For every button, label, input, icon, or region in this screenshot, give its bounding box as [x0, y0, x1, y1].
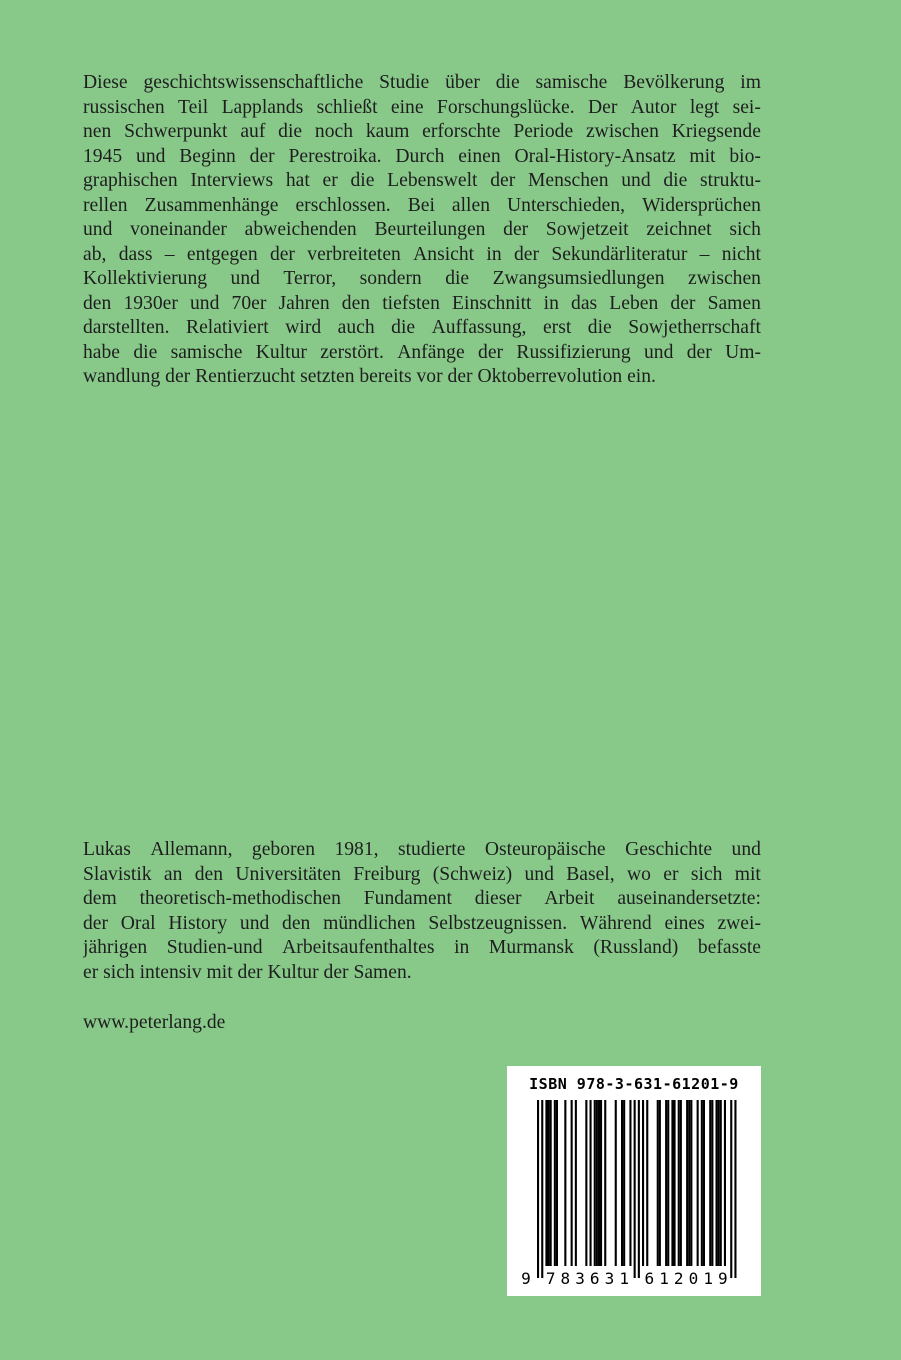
word: Universitäten: [235, 863, 341, 885]
word: in: [543, 292, 559, 314]
word: Studie: [379, 72, 430, 93]
word: legt: [689, 96, 720, 118]
word: sondern: [359, 268, 422, 289]
barcode-bar: [623, 1100, 625, 1266]
word: Oral-History-Ansatz: [514, 145, 676, 167]
word: den: [83, 292, 112, 314]
word: kaum: [365, 121, 410, 142]
word: er: [322, 170, 338, 191]
barcode-digit: 6: [589, 1269, 600, 1288]
word: und: [83, 219, 113, 240]
word: Russifizierung: [516, 341, 631, 363]
blurb-line: [83, 145, 761, 170]
word: der: [503, 219, 529, 240]
word: Zwangsumsiedlungen: [492, 268, 665, 289]
blurb-line: [83, 292, 761, 317]
word: Anfänge: [397, 341, 465, 363]
word: Studien-und: [166, 937, 263, 958]
barcode-digit: 9: [718, 1269, 728, 1288]
blurb-line: [83, 96, 761, 121]
word: und: [731, 839, 761, 860]
barcode-bar: [665, 1100, 667, 1266]
word: hat: [285, 170, 310, 191]
word: sich: [690, 863, 723, 885]
word: dem: [83, 888, 117, 909]
word: schließt: [316, 96, 378, 118]
author-line: [83, 863, 761, 888]
barcode-bar: [716, 1100, 718, 1266]
word: Teil: [178, 96, 209, 118]
word: 70er: [231, 292, 267, 314]
word: den: [194, 863, 224, 885]
barcode-bar: [678, 1100, 680, 1266]
word: Arbeit: [544, 888, 595, 909]
word: Schwerpunkt: [124, 121, 228, 142]
word: Slavistik: [83, 863, 152, 885]
barcode-bar: [621, 1100, 623, 1266]
blurb-line: [83, 341, 761, 366]
word: Beurteilungen: [374, 219, 486, 240]
author-line: [83, 838, 761, 863]
barcode-bar: [550, 1100, 552, 1266]
word: Widersprüchen: [642, 194, 761, 216]
word: Einschnitt: [452, 292, 532, 314]
barcode-bar: [659, 1100, 661, 1266]
word: entgegen: [186, 243, 258, 265]
word: Kollektivierung: [83, 268, 208, 289]
barcode-bar: [629, 1100, 631, 1266]
word: dass: [118, 243, 153, 265]
word: und: [621, 170, 651, 191]
word: samische: [535, 72, 608, 93]
word: geschichtswissenschaftliche: [143, 72, 364, 93]
word: erst: [542, 317, 572, 338]
word: Unterschieden,: [507, 194, 626, 216]
barcode-digit: 3: [575, 1269, 585, 1288]
word: zwei-: [717, 912, 761, 934]
author-bio: [83, 838, 761, 985]
word: verbreiteten: [307, 243, 401, 265]
barcode-bar: [545, 1100, 547, 1266]
barcode-bar: [571, 1100, 573, 1266]
barcode-bar: [690, 1100, 692, 1266]
word: erschlossen.: [295, 194, 391, 216]
barcode-bar: [638, 1100, 640, 1278]
barcode-bar: [730, 1100, 732, 1278]
barcode-bar: [554, 1100, 556, 1266]
word: 1945: [83, 145, 123, 167]
word: Murmansk: [488, 937, 574, 958]
word: sei-: [732, 96, 761, 118]
word: geboren: [251, 839, 316, 860]
barcode-bar: [667, 1100, 669, 1266]
word: Selbstzeugnissen.: [428, 912, 568, 934]
word: mit: [689, 145, 716, 167]
word: den: [341, 292, 371, 314]
barcode-bar: [594, 1100, 596, 1266]
barcode-bar: [720, 1100, 722, 1266]
word: Terror,: [283, 268, 337, 289]
word: Osteuropäische: [484, 839, 606, 860]
word: eines: [664, 912, 705, 934]
word: nen: [83, 121, 112, 142]
word: in: [454, 937, 470, 958]
word: eine: [390, 96, 424, 118]
word: abweichenden: [244, 219, 357, 240]
blurb-line: [83, 71, 761, 96]
barcode-bar: [548, 1100, 550, 1266]
word: Der: [587, 96, 618, 118]
word: Lukas: [83, 839, 131, 860]
word: die: [495, 72, 520, 93]
word: mündlichen: [323, 912, 416, 934]
word: Sowjetherrschaft: [628, 317, 761, 338]
word: Auffassung,: [431, 317, 527, 338]
word: und: [190, 292, 220, 314]
barcode-bar: [657, 1100, 659, 1266]
barcode-bar: [634, 1100, 636, 1278]
word: der: [490, 170, 516, 191]
word: auf: [240, 121, 266, 142]
barcode-bar: [598, 1100, 600, 1266]
word: samische: [170, 341, 243, 363]
word: Lebenswelt: [387, 170, 478, 191]
word: wird: [285, 317, 322, 338]
word: Beginn: [179, 145, 236, 167]
word: rellen: [83, 194, 128, 216]
barcode-bar: [564, 1100, 566, 1266]
barcode-bar: [709, 1100, 711, 1266]
word: –: [699, 243, 710, 265]
word: das: [571, 292, 598, 314]
blurb-line: [83, 169, 761, 194]
word: der: [83, 912, 109, 934]
word: Freiburg: [353, 863, 421, 885]
barcode-digit: 0: [688, 1269, 699, 1288]
word: Relativiert: [186, 317, 269, 338]
word: und: [136, 145, 166, 167]
word: voneinander: [130, 219, 227, 240]
barcode-bar: [585, 1100, 587, 1266]
isbn-label: ISBN 978-3-631-61201-9: [529, 1075, 739, 1093]
barcode-bar: [556, 1100, 558, 1266]
word: der: [269, 243, 295, 265]
word: Lapplands: [221, 96, 304, 118]
word: der: [670, 292, 696, 314]
word: zerstört.: [320, 341, 384, 363]
barcode-bar: [703, 1100, 705, 1266]
barcode-bar: [590, 1100, 592, 1266]
barcode-bar: [596, 1100, 598, 1266]
barcode-bar: [688, 1100, 690, 1266]
barcode-bar: [718, 1100, 720, 1266]
word: und: [239, 912, 270, 934]
word: er: [663, 863, 679, 885]
barcode-bars: [507, 1066, 761, 1296]
blurb-line: [83, 120, 761, 145]
barcode-digit: 8: [560, 1269, 571, 1288]
barcode-bar: [642, 1100, 644, 1266]
barcode-digit: 2: [673, 1269, 684, 1288]
word: mit: [734, 863, 761, 885]
word: Bevölkerung: [623, 72, 725, 93]
word: die: [278, 121, 303, 142]
word: Bei: [407, 194, 435, 216]
word: und: [524, 863, 554, 885]
blurb-line: [83, 267, 761, 292]
word: die: [587, 317, 612, 338]
barcode-bar: [604, 1100, 606, 1266]
barcode-digit: 3: [604, 1269, 615, 1288]
barcode-digit: 1: [703, 1269, 713, 1288]
word: Zusammenhänge: [144, 194, 279, 216]
word: Autor: [630, 96, 677, 118]
word: Arbeitsaufenthaltes: [282, 937, 435, 958]
word: wo: [626, 863, 651, 885]
barcode-bar: [600, 1100, 602, 1266]
word: darstellten.: [83, 317, 170, 338]
word: Geschichte: [625, 839, 713, 860]
barcode-bar: [711, 1100, 713, 1266]
word: struktu-: [700, 170, 761, 191]
word: der: [478, 341, 504, 363]
blurb-line: wandlung der Rentierzucht setzten bereits vor der Oktoberrevolution ein.: [83, 366, 656, 387]
barcode-bar: [697, 1100, 699, 1266]
word: und: [643, 341, 674, 363]
word: graphischen: [83, 170, 178, 191]
word: 1981,: [334, 839, 379, 860]
barcode-bar: [671, 1100, 673, 1266]
word: Fundament: [363, 888, 452, 909]
blurb-line: [83, 194, 761, 219]
isbn-barcode: [507, 1066, 761, 1296]
word: über: [445, 72, 480, 93]
word: Um-: [725, 341, 761, 363]
barcode-digit: 9: [521, 1269, 531, 1288]
word: Kultur: [255, 341, 307, 363]
word: die: [133, 341, 158, 363]
word: auch: [337, 317, 375, 338]
word: und: [230, 268, 260, 289]
word: Allemann,: [150, 839, 233, 860]
barcode-bar: [646, 1100, 648, 1266]
word: habe: [83, 341, 120, 363]
word: Sekundärliteratur: [551, 243, 688, 265]
word: auseinandersetzte:: [617, 888, 761, 909]
word: Leben: [609, 292, 659, 314]
barcode-bar: [734, 1100, 736, 1278]
word: –: [164, 243, 175, 265]
barcode-bar: [686, 1100, 688, 1266]
word: bio-: [729, 145, 761, 167]
author-line: er sich intensiv mit der Kultur der Samen.: [83, 961, 412, 983]
word: Durch: [395, 145, 445, 167]
word: Während: [579, 912, 652, 934]
word: Samen: [707, 292, 761, 314]
word: Jahren: [278, 292, 330, 314]
word: einen: [458, 145, 501, 167]
word: (Russland): [593, 937, 679, 958]
word: Kriegsende: [671, 121, 761, 142]
word: die: [663, 170, 688, 191]
word: noch: [314, 121, 354, 142]
barcode-bar: [701, 1100, 703, 1266]
word: History: [168, 912, 228, 934]
word: Forschungslücke.: [436, 96, 575, 118]
word: den: [282, 912, 311, 934]
word: die: [445, 268, 470, 289]
word: studierte: [397, 839, 466, 860]
word: allen: [451, 194, 490, 216]
word: Ansicht: [413, 243, 475, 265]
author-line: [83, 887, 761, 912]
barcode-bar: [674, 1100, 676, 1266]
word: (Schweiz): [432, 863, 513, 885]
word: ab,: [83, 243, 107, 265]
word: der: [686, 341, 712, 363]
barcode-digit: 7: [545, 1269, 556, 1288]
barcode-bar: [541, 1100, 543, 1278]
word: der: [513, 243, 540, 265]
word: die: [350, 170, 375, 191]
barcode-bar: [615, 1100, 617, 1266]
word: Oral: [120, 912, 156, 934]
word: der: [249, 145, 275, 167]
word: Basel,: [566, 863, 615, 885]
word: Sowjetzeit: [545, 219, 629, 240]
word: jährigen: [83, 937, 148, 958]
word: an: [163, 863, 183, 885]
barcode-digit: 1: [619, 1269, 629, 1288]
word: die: [391, 317, 416, 338]
blurb-line: [83, 316, 761, 341]
word: dieser: [474, 888, 522, 909]
word: zeichnet: [646, 219, 712, 240]
author-line: [83, 936, 761, 961]
word: erforschte: [422, 121, 501, 142]
word: 1930er: [123, 292, 178, 314]
word: russischen: [83, 96, 165, 118]
blurb-line: [83, 218, 761, 243]
barcode-bar: [680, 1100, 682, 1266]
word: sich: [729, 219, 761, 240]
word: theoretisch-methodischen: [139, 888, 341, 909]
word: nicht: [721, 243, 761, 265]
word: Interviews: [190, 170, 274, 191]
word: tiefsten: [382, 292, 440, 314]
word: Menschen: [527, 170, 609, 191]
word: Periode: [513, 121, 574, 142]
barcode-digit: 6: [644, 1269, 655, 1288]
word: Diese: [83, 72, 128, 93]
word: zwischen: [688, 268, 761, 289]
word: befasste: [697, 937, 761, 958]
barcode-bar: [575, 1100, 577, 1266]
word: im: [740, 72, 761, 93]
book-blurb: [83, 71, 761, 390]
publisher-url: www.peterlang.de: [83, 1012, 226, 1033]
barcode-digit: 1: [659, 1269, 669, 1288]
word: in: [486, 243, 502, 265]
barcode-bar: [724, 1100, 726, 1266]
author-line: [83, 912, 761, 937]
word: zwischen: [585, 121, 659, 142]
barcode-bar: [537, 1100, 539, 1278]
blurb-line: [83, 243, 761, 268]
word: Perestroika.: [288, 145, 382, 167]
